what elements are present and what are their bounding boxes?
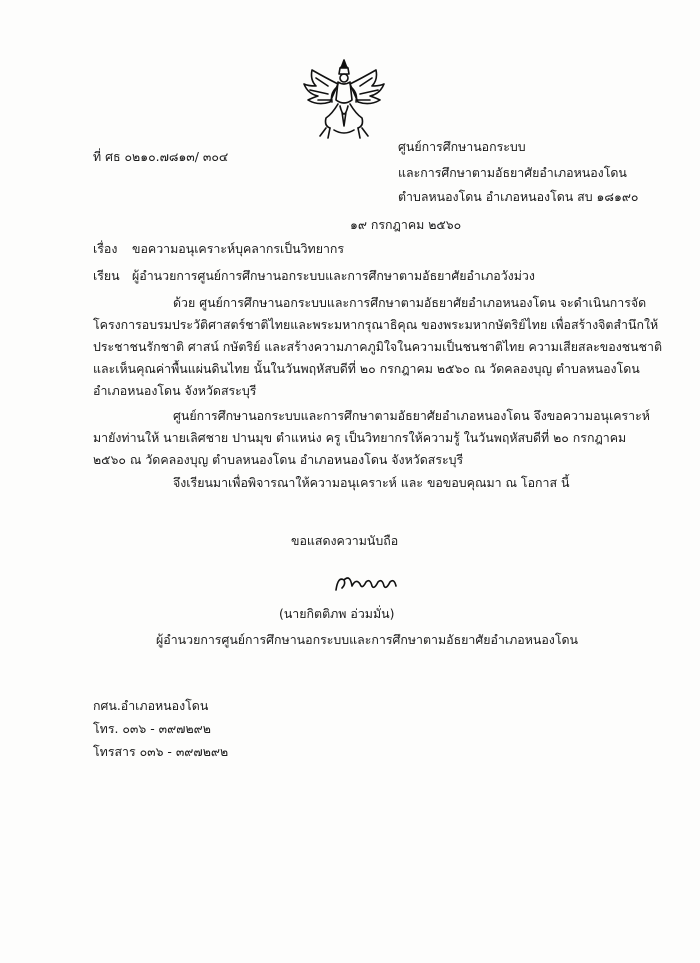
letter-date: ๑๙ กรกฎาคม ๒๕๖๐ — [350, 217, 462, 232]
footer-fax: โทรสาร ๐๓๖ - ๓๙๗๒๙๒ — [93, 744, 229, 759]
document-number: ที่ ศธ ๐๒๑๐.๗๘๑๓/ ๓๐๔ — [93, 149, 229, 164]
paragraph-2-line: ๒๕๖๐ ณ วัดคลองบุญ ตำบลหนองโดน อำเภอหนองโดน จังหวัดสระบุรี — [93, 452, 464, 467]
recipient-label: เรียน — [93, 268, 120, 283]
signer-name: (นายกิตติภพ อ่วมมั่น) — [279, 606, 395, 621]
paragraph-2-line: มายังท่านให้ นายเลิศชาย ปานมุข ตำแหน่ง ครู เป็นวิทยากรให้ความรู้ ในวันพฤหัสบดีที่ ๒๐ กรกฎาคม — [93, 430, 627, 445]
signer-position: ผู้อำนวยการศูนย์การศึกษานอกระบบและการศึกษาตามอัธยาศัยอำเภอหนองโดน — [156, 632, 579, 647]
org-line-2: และการศึกษาตามอัธยาศัยอำเภอหนองโดน — [398, 165, 627, 180]
garuda-emblem-icon — [298, 56, 390, 148]
subject-text: ขอความอนุเคราะห์บุคลากรเป็นวิทยากร — [132, 241, 345, 256]
org-line-1: ศูนย์การศึกษานอกระบบ — [398, 139, 526, 154]
paragraph-1-line: ด้วย ศูนย์การศึกษานอกระบบและการศึกษาตามอัธยาศัยอำเภอหนองโดน จะดำเนินการจัด — [173, 295, 647, 310]
handwritten-signature — [332, 570, 402, 596]
org-line-3: ตำบลหนองโดน อำเภอหนองโดน สบ ๑๘๑๙๐ — [398, 189, 639, 204]
footer-phone: โทร. ๐๓๖ - ๓๙๗๒๙๒ — [93, 721, 211, 736]
paragraph-2-line: ศูนย์การศึกษานอกระบบและการศึกษาตามอัธยาศัยอำเภอหนองโดน จึงขอความอนุเคราะห์ — [173, 408, 650, 423]
paragraph-1-line: และเห็นคุณค่าพื้นแผ่นดินไทย นั้นในวันพฤหัสบดีที่ ๒๐ กรกฎาคม ๒๕๖๐ ณ วัดคลองบุญ ตำบลหนองโดน — [93, 361, 640, 376]
recipient-text: ผู้อำนวยการศูนย์การศึกษานอกระบบและการศึกษาตามอัธยาศัยอำเภอวังม่วง — [132, 268, 535, 283]
body-paragraph-2 — [93, 405, 650, 471]
paragraph-1-line: ประชาชนรักชาติ ศาสน์ กษัตริย์ และสร้างความภาคภูมิใจในความเป็นชนชาติไทย ความเสียสละของชนชาติ — [93, 339, 663, 354]
subject-label: เรื่อง — [93, 241, 118, 256]
paragraph-1-line: โครงการอบรมประวัติศาสตร์ชาติไทยและพระมหากรุณาธิคุณ ของพระมหากษัตริย์ไทย เพื่อสร้างจิตสำนึกให้ — [93, 317, 659, 332]
footer-office: กศน.อำเภอหนองโดน — [93, 698, 209, 713]
body-paragraph-1 — [93, 292, 663, 402]
body-paragraph-3: จึงเรียนมาเพื่อพิจารณาให้ความอนุเคราะห์ และ ขอขอบคุณมา ณ โอกาส นี้ — [173, 475, 570, 490]
closing-salutation: ขอแสดงความนับถือ — [291, 533, 399, 548]
paragraph-1-line: อำเภอหนองโดน จังหวัดสระบุรี — [93, 383, 257, 398]
